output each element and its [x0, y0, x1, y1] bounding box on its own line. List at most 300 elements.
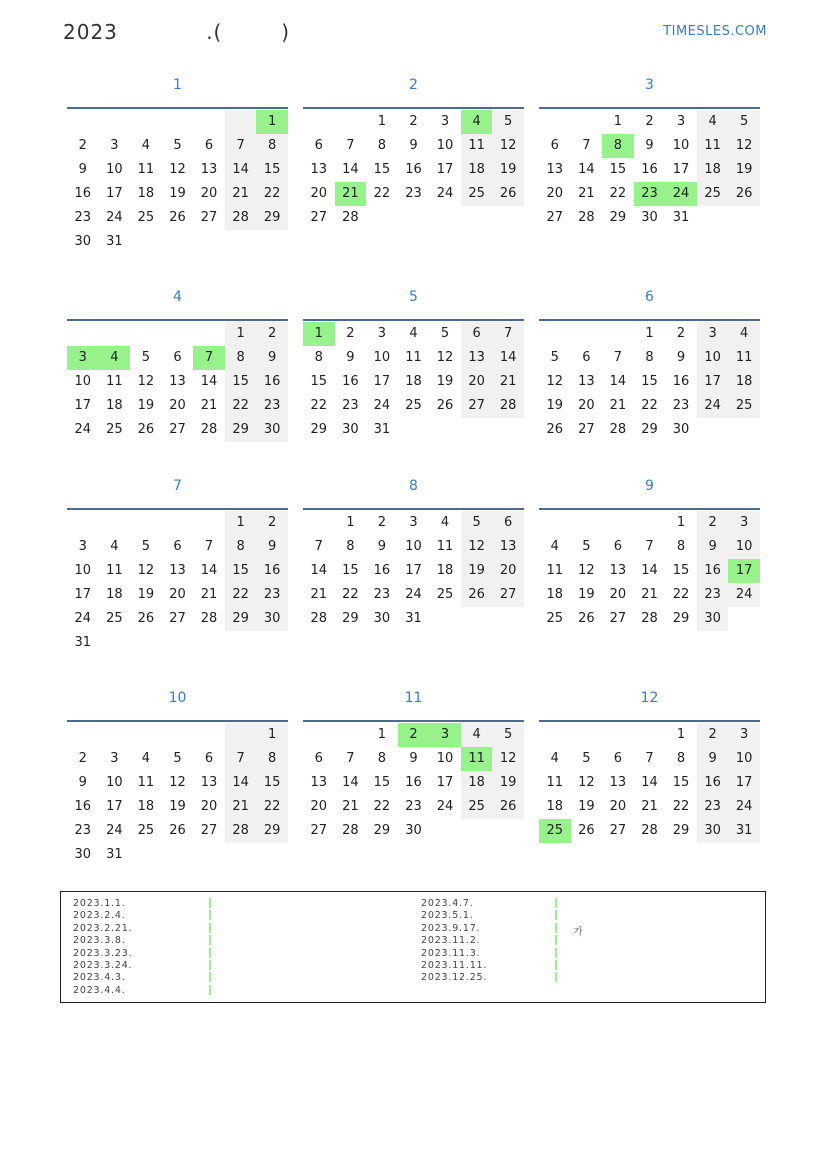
day-cell: 31: [405, 611, 422, 626]
day-cell: 15: [342, 563, 359, 578]
day-cell: 31: [74, 635, 92, 650]
day-cell: 20: [310, 799, 328, 814]
legend-marker: [209, 985, 211, 995]
month-label: 1: [173, 77, 182, 93]
day-cell: 17: [373, 374, 391, 389]
empty-weekend-cell: [225, 723, 257, 747]
day-cell: 15: [373, 775, 391, 790]
day-cell: 2: [377, 515, 387, 530]
day-cell: 24: [373, 398, 391, 413]
day-cell: 3: [728, 723, 760, 747]
day-cell: 27: [310, 823, 328, 838]
legend-date: 2023.3.24.: [73, 959, 133, 971]
day-cell: 21: [225, 182, 257, 206]
day-cell: 13: [492, 535, 524, 559]
day-cell: 24: [106, 823, 123, 838]
day-cell: 25: [405, 398, 422, 413]
day-cell: 9: [697, 747, 729, 771]
day-cell: 1: [676, 727, 686, 742]
day-cell: 2: [346, 326, 355, 341]
day-cell: 15: [256, 771, 288, 795]
day-cell: 10: [373, 350, 391, 365]
day-cell: 13: [169, 374, 186, 389]
day-cell: 20: [546, 186, 564, 201]
day-cell: 20: [609, 799, 627, 814]
day-cell: 1: [346, 515, 355, 530]
day-cell: 28: [609, 422, 627, 437]
day-cell: 17: [728, 559, 760, 583]
legend-date: 2023.1.1.: [73, 898, 126, 909]
day-cell: 1: [645, 326, 654, 341]
day-cell: 14: [609, 374, 627, 389]
day-cell: 26: [169, 210, 186, 225]
day-cell: 2: [645, 114, 654, 129]
month-divider: [539, 508, 760, 510]
day-cell: 16: [373, 563, 391, 578]
day-cell: 14: [641, 775, 658, 790]
legend-markers-left: [209, 898, 212, 997]
day-cell: 26: [578, 611, 595, 626]
day-cell: 30: [697, 819, 729, 843]
day-cell: 2: [256, 322, 288, 346]
day-cell: 31: [728, 819, 760, 843]
month-divider: [303, 107, 524, 109]
day-cell: 21: [578, 186, 595, 201]
day-cell: 4: [99, 346, 131, 370]
legend-marker: [209, 910, 211, 920]
day-cell: 11: [461, 747, 493, 771]
day-cell: 3: [78, 539, 87, 554]
day-cell: 19: [492, 158, 524, 182]
day-cell: 16: [405, 162, 422, 177]
empty-weekend-cell: [225, 110, 257, 134]
day-cell: 7: [346, 138, 355, 153]
day-cell: 21: [200, 587, 218, 602]
day-cell: 21: [492, 370, 524, 394]
day-cell: 23: [405, 186, 422, 201]
day-cell: 12: [169, 162, 186, 177]
day-cell: 19: [436, 374, 454, 389]
day-cell: 7: [346, 751, 355, 766]
day-cell: 15: [256, 158, 288, 182]
day-cell: 2: [409, 114, 418, 129]
day-cell: 10: [728, 747, 760, 771]
day-cell: 8: [377, 751, 387, 766]
day-cell: 26: [728, 182, 760, 206]
day-cell: 23: [342, 398, 359, 413]
day-cell: 5: [461, 511, 493, 535]
day-cell: 23: [697, 583, 729, 607]
day-cell: 22: [256, 182, 288, 206]
month-label: 10: [168, 690, 187, 706]
day-cell: 15: [672, 563, 690, 578]
day-cell: 11: [106, 374, 123, 389]
day-cell: 11: [137, 162, 155, 177]
day-cell: 30: [256, 607, 288, 631]
day-cell: 8: [314, 350, 323, 365]
day-cell: 27: [310, 210, 328, 225]
day-cell: 23: [74, 823, 92, 838]
day-cell: 15: [373, 162, 391, 177]
day-cell: 18: [106, 587, 123, 602]
day-cell: 21: [225, 795, 257, 819]
day-cell: 6: [582, 350, 591, 365]
day-cell: 14: [342, 775, 359, 790]
month-divider: [539, 720, 760, 722]
day-cell: 14: [641, 563, 658, 578]
day-cell: 31: [106, 234, 123, 249]
day-cell: 11: [697, 134, 729, 158]
legend-marker: [209, 972, 211, 982]
site-link[interactable]: TIMESLES.COM: [663, 24, 767, 39]
month-divider: [303, 319, 524, 321]
day-cell: 27: [546, 210, 564, 225]
month-label: 4: [173, 289, 182, 305]
day-cell: 26: [546, 422, 564, 437]
day-cell: 30: [74, 234, 92, 249]
day-cell: 25: [461, 795, 493, 819]
day-cell: 30: [641, 210, 658, 225]
day-cell: 16: [74, 186, 92, 201]
legend-date: 2023.11.3.: [421, 947, 481, 959]
day-cell: 30: [697, 607, 729, 631]
day-cell: 25: [137, 210, 155, 225]
day-cell: 19: [461, 559, 493, 583]
day-cell: 3: [676, 114, 686, 129]
day-cell: 15: [225, 559, 257, 583]
day-cell: 20: [310, 186, 328, 201]
legend-date: 2023.11.2.: [421, 935, 481, 947]
day-cell: 26: [578, 823, 595, 838]
day-cell: 25: [546, 611, 564, 626]
day-cell: 9: [256, 346, 288, 370]
day-cell: 17: [728, 771, 760, 795]
day-cell: 26: [137, 611, 155, 626]
day-cell: 13: [310, 162, 328, 177]
day-cell: 7: [582, 138, 591, 153]
day-cell: 22: [672, 587, 690, 602]
month-label: 9: [645, 478, 654, 494]
day-cell: 21: [310, 587, 328, 602]
day-cell: 14: [310, 563, 328, 578]
day-cell: 1: [303, 322, 335, 346]
day-cell: 5: [492, 110, 524, 134]
day-cell: 10: [106, 162, 123, 177]
day-cell: 24: [697, 394, 729, 418]
legend-markers-right: [555, 898, 558, 985]
day-cell: 8: [377, 138, 387, 153]
day-cell: 5: [492, 723, 524, 747]
day-cell: 23: [256, 583, 288, 607]
legend-date: 2023.2.21.: [73, 922, 133, 934]
day-cell: 10: [436, 751, 454, 766]
day-cell: 20: [169, 398, 186, 413]
day-cell: 3: [429, 723, 461, 747]
day-cell: 24: [728, 795, 760, 819]
day-cell: 1: [256, 110, 288, 134]
day-cell: 28: [225, 206, 257, 230]
day-cell: 8: [256, 747, 288, 771]
day-cell: 23: [672, 398, 690, 413]
day-cell: 14: [225, 158, 257, 182]
day-cell: 13: [169, 563, 186, 578]
day-cell: 23: [634, 182, 666, 206]
holiday-legend: [60, 891, 766, 1003]
day-cell: 29: [256, 206, 288, 230]
day-cell: 5: [728, 110, 760, 134]
day-cell: 16: [74, 799, 92, 814]
day-cell: 22: [342, 587, 359, 602]
day-cell: 27: [200, 210, 218, 225]
day-cell: 11: [137, 775, 155, 790]
day-cell: 2: [78, 138, 87, 153]
day-cell: 13: [578, 374, 595, 389]
day-cell: 23: [256, 394, 288, 418]
day-cell: 7: [645, 751, 654, 766]
day-cell: 29: [672, 611, 690, 626]
day-cell: 6: [550, 138, 559, 153]
day-cell: 14: [492, 346, 524, 370]
month-label: 3: [645, 77, 654, 93]
day-cell: 28: [342, 823, 359, 838]
legend-marker: [555, 972, 557, 982]
legend-marker: [209, 960, 211, 970]
day-cell: 20: [492, 559, 524, 583]
day-cell: 4: [141, 138, 151, 153]
day-cell: 4: [728, 322, 760, 346]
day-cell: 16: [256, 370, 288, 394]
month-label: 11: [404, 690, 423, 706]
day-cell: 2: [398, 723, 430, 747]
day-cell: 22: [641, 398, 658, 413]
legend-column-right: [421, 898, 487, 985]
day-cell: 28: [342, 210, 359, 225]
day-cell: 9: [409, 138, 418, 153]
day-cell: 29: [310, 422, 328, 437]
day-cell: 5: [440, 326, 450, 341]
day-cell: 21: [342, 799, 359, 814]
page-title: 2023 .( ): [63, 20, 291, 44]
day-cell: 10: [74, 563, 92, 578]
day-cell: 3: [110, 138, 119, 153]
day-cell: 8: [676, 751, 686, 766]
day-cell: 29: [672, 823, 690, 838]
day-cell: 15: [310, 374, 328, 389]
day-cell: 3: [728, 511, 760, 535]
day-cell: 28: [225, 819, 257, 843]
day-cell: 11: [106, 563, 123, 578]
day-cell: 10: [672, 138, 690, 153]
legend-marker: [209, 935, 211, 945]
day-cell: 3: [409, 515, 418, 530]
day-cell: 5: [582, 751, 591, 766]
day-cell: 16: [697, 771, 729, 795]
day-cell: 17: [74, 587, 92, 602]
month-label: 2: [409, 77, 418, 93]
day-cell: 7: [193, 346, 225, 370]
day-cell: 31: [672, 210, 690, 225]
day-cell: 21: [641, 799, 658, 814]
month-divider: [303, 720, 524, 722]
day-cell: 16: [641, 162, 658, 177]
day-cell: 12: [492, 134, 524, 158]
day-cell: 18: [436, 563, 454, 578]
month-label: 12: [640, 690, 659, 706]
day-cell: 23: [373, 587, 391, 602]
month-divider: [303, 508, 524, 510]
month-label: 8: [409, 478, 418, 494]
day-cell: 1: [256, 723, 288, 747]
day-cell: 18: [546, 587, 564, 602]
day-cell: 19: [578, 587, 595, 602]
legend-marker: [555, 935, 557, 945]
day-cell: 2: [697, 511, 729, 535]
day-cell: 28: [578, 210, 595, 225]
day-cell: 12: [137, 374, 155, 389]
day-cell: 28: [310, 611, 328, 626]
legend-column-left: [73, 898, 132, 997]
legend-marker: [209, 923, 211, 933]
day-cell: 8: [676, 539, 686, 554]
day-cell: 20: [609, 587, 627, 602]
day-cell: 15: [609, 162, 627, 177]
day-cell: 4: [461, 723, 493, 747]
day-cell: 11: [405, 350, 422, 365]
day-cell: 2: [676, 326, 686, 341]
day-cell: 18: [697, 158, 729, 182]
day-cell: 25: [106, 611, 123, 626]
day-cell: 1: [225, 322, 257, 346]
day-cell: 8: [602, 134, 634, 158]
day-cell: 2: [697, 723, 729, 747]
day-cell: 4: [110, 539, 119, 554]
day-cell: 28: [641, 611, 658, 626]
month-divider: [67, 508, 288, 510]
day-cell: 24: [728, 583, 760, 607]
day-cell: 26: [169, 823, 186, 838]
month-divider: [67, 107, 288, 109]
day-cell: 21: [609, 398, 627, 413]
day-cell: 29: [225, 418, 257, 442]
day-cell: 25: [436, 587, 454, 602]
day-cell: 13: [609, 775, 627, 790]
legend-date: 2023.3.8.: [73, 935, 126, 947]
day-cell: 23: [405, 799, 422, 814]
day-cell: 30: [74, 847, 92, 862]
day-cell: 14: [342, 162, 359, 177]
day-cell: 7: [492, 322, 524, 346]
legend-marker: [209, 948, 211, 958]
day-cell: 19: [137, 587, 155, 602]
day-cell: 20: [578, 398, 595, 413]
day-cell: 27: [461, 394, 493, 418]
day-cell: 22: [672, 799, 690, 814]
day-cell: 4: [550, 539, 559, 554]
day-cell: 24: [74, 422, 92, 437]
day-cell: 29: [609, 210, 627, 225]
day-cell: 27: [578, 422, 595, 437]
day-cell: 16: [342, 374, 359, 389]
day-cell: 15: [641, 374, 658, 389]
day-cell: 25: [137, 823, 155, 838]
day-cell: 28: [641, 823, 658, 838]
day-cell: 28: [492, 394, 524, 418]
day-cell: 7: [613, 350, 623, 365]
day-cell: 21: [641, 587, 658, 602]
day-cell: 14: [225, 771, 257, 795]
day-cell: 15: [672, 775, 690, 790]
legend-marker: [555, 898, 557, 908]
day-cell: 6: [492, 511, 524, 535]
day-cell: 4: [440, 515, 450, 530]
day-cell: 24: [436, 799, 454, 814]
day-cell: 11: [436, 539, 454, 554]
day-cell: 22: [225, 394, 257, 418]
day-cell: 6: [613, 751, 623, 766]
legend-date: 2023.2.4.: [73, 910, 126, 922]
day-cell: 13: [200, 162, 218, 177]
legend-date: 2023.4.4.: [73, 984, 126, 996]
day-cell: 26: [492, 795, 524, 819]
day-cell: 10: [74, 374, 92, 389]
day-cell: 20: [169, 587, 186, 602]
day-cell: 9: [256, 535, 288, 559]
day-cell: 9: [697, 535, 729, 559]
day-cell: 14: [200, 563, 218, 578]
day-cell: 5: [173, 138, 182, 153]
day-cell: 5: [550, 350, 559, 365]
day-cell: 12: [728, 134, 760, 158]
day-cell: 20: [461, 370, 493, 394]
day-cell: 13: [310, 775, 328, 790]
day-cell: 10: [106, 775, 123, 790]
legend-date: 2023.3.23.: [73, 947, 133, 959]
day-cell: 7: [204, 539, 214, 554]
day-cell: 16: [672, 374, 690, 389]
day-cell: 6: [613, 539, 623, 554]
day-cell: 6: [204, 751, 214, 766]
day-cell: 18: [461, 771, 493, 795]
day-cell: 5: [141, 350, 151, 365]
day-cell: 24: [665, 182, 697, 206]
day-cell: 30: [672, 422, 690, 437]
day-cell: 29: [373, 823, 391, 838]
day-cell: 1: [676, 515, 686, 530]
day-cell: 5: [173, 751, 182, 766]
day-cell: 4: [409, 326, 418, 341]
day-cell: 4: [461, 110, 493, 134]
day-cell: 17: [106, 186, 123, 201]
day-cell: 12: [436, 350, 454, 365]
day-cell: 17: [436, 775, 454, 790]
day-cell: 11: [546, 563, 564, 578]
day-cell: 3: [697, 322, 729, 346]
day-cell: 15: [225, 370, 257, 394]
day-cell: 26: [137, 422, 155, 437]
month-divider: [67, 319, 288, 321]
day-cell: 12: [578, 775, 595, 790]
day-cell: 3: [440, 114, 450, 129]
legend-date: 2023.12.25.: [421, 972, 488, 984]
legend-date: 2023.9.17.: [421, 922, 481, 934]
day-cell: 19: [169, 186, 186, 201]
day-cell: 27: [169, 422, 186, 437]
day-cell: 6: [204, 138, 214, 153]
day-cell: 16: [697, 559, 729, 583]
day-cell: 24: [106, 210, 123, 225]
day-cell: 7: [314, 539, 323, 554]
day-cell: 17: [405, 563, 422, 578]
